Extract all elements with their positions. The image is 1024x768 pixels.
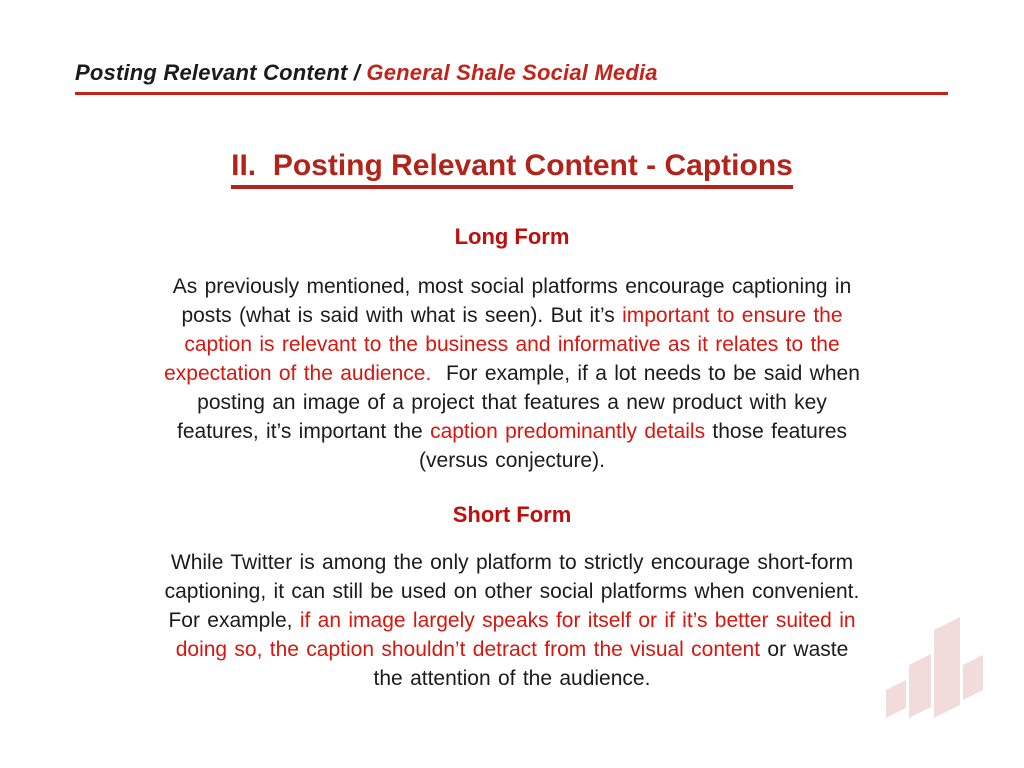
- text-segment: features, it’s important the: [177, 420, 431, 443]
- text-segment: or waste: [760, 638, 849, 661]
- header-divider-rule: [75, 92, 948, 95]
- short-form-paragraph: [0, 548, 1024, 693]
- text-segment: captioning, it can still be used on other social platforms when convenient.: [164, 580, 860, 603]
- slide-title-row: [0, 149, 1024, 189]
- paragraph-line: [0, 577, 1024, 606]
- paragraph-line: [0, 330, 1024, 359]
- text-segment: those features: [705, 420, 847, 443]
- long-form-paragraph: [0, 272, 1024, 475]
- text-segment: While Twitter is among the only platform to strictly encourage short-form: [170, 551, 854, 574]
- paragraph-line: [0, 548, 1024, 577]
- paragraph-line: [0, 388, 1024, 417]
- text-segment: caption predominantly details: [430, 420, 706, 443]
- text-segment: For example,: [168, 609, 300, 632]
- paragraph-line: [0, 606, 1024, 635]
- paragraph-line: [0, 417, 1024, 446]
- text-segment: the attention of the audience.: [373, 667, 651, 690]
- slide-title: II. Posting Relevant Content - Captions: [231, 149, 793, 189]
- logo-bar-4: [963, 655, 983, 700]
- text-segment: if an image largely speaks for itself or if it’s better suited in: [299, 609, 856, 632]
- text-segment: caption is relevant to the business and informative as it relates to the: [184, 333, 840, 356]
- logo-bar-2: [909, 654, 931, 718]
- paragraph-line: [0, 301, 1024, 330]
- logo-bar-1: [886, 680, 906, 718]
- text-segment: posting an image of a project that features a new product with key: [197, 391, 827, 414]
- text-segment: As previously mentioned, most social platforms encourage captioning in: [172, 275, 852, 298]
- text-segment: important to ensure the: [622, 304, 843, 327]
- paragraph-line: [0, 635, 1024, 664]
- header-deck-label: General Shale Social Media: [366, 60, 658, 85]
- slide-breadcrumb-header: [75, 60, 658, 86]
- paragraph-line: [0, 446, 1024, 475]
- logo-bar-3: [934, 617, 960, 718]
- text-segment: (versus conjecture).: [419, 449, 605, 472]
- text-segment: doing so, the caption shouldn’t detract from the visual content: [175, 638, 761, 661]
- brand-bars-logo: [880, 612, 995, 724]
- text-segment: expectation of the audience.: [164, 362, 432, 385]
- paragraph-line: [0, 359, 1024, 388]
- text-segment: posts (what is said with what is seen). But it’s: [181, 304, 623, 327]
- header-section-label: Posting Relevant Content /: [75, 60, 367, 85]
- paragraph-line: [0, 272, 1024, 301]
- short-form-heading: Short Form: [452, 502, 572, 527]
- long-form-heading: Long Form: [454, 224, 570, 249]
- paragraph-line: [0, 664, 1024, 693]
- text-segment: For example, if a lot needs to be said when: [431, 362, 860, 385]
